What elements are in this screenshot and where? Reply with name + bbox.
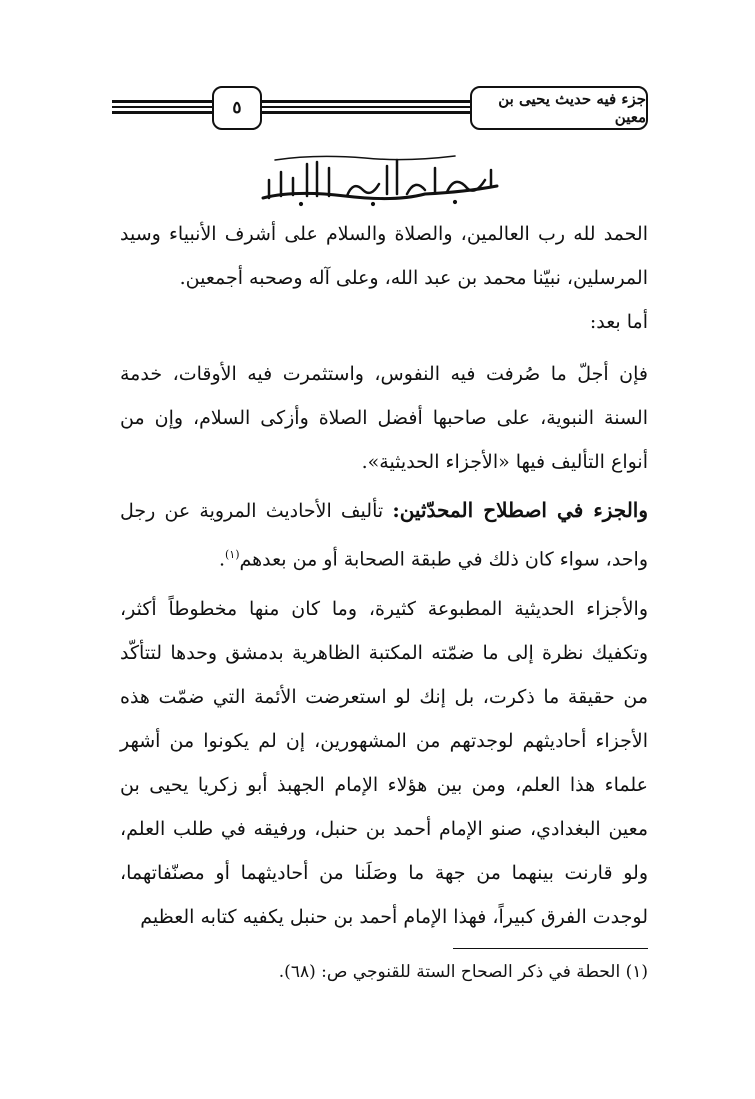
header-rule: [260, 111, 470, 114]
paragraph-intro: فإن أجلّ ما صُرفت فيه النفوس، واستثمرت فيه الأوقات، خدمة السنة النبوية، على صاحبها أفضل الصلاة وأزكى السلام، وإن من أنواع التأليف فيها «الأجزاء الحديثية».: [120, 363, 648, 473]
basmala-calligraphy: [255, 150, 505, 210]
running-header: [112, 84, 647, 132]
definition-end: .: [218, 548, 225, 571]
header-rule: [260, 100, 470, 103]
header-rule: [112, 106, 212, 108]
basmala-calligraphy-icon: [255, 150, 505, 210]
footnote-divider: [453, 948, 648, 949]
paragraph-definition: [120, 488, 648, 581]
paragraph-praise: الحمد لله رب العالمين، والصلاة والسلام على أشرف الأنبياء وسيد المرسلين، نبيّنا محمد بن عبد الله، وعلى آله وصحبه أجمعين.: [120, 223, 648, 289]
header-rule: [260, 106, 470, 108]
paragraph-amma-baad: أما بعد:: [589, 311, 648, 333]
header-rule: [112, 111, 212, 114]
page-number: ٥: [212, 86, 262, 130]
paragraph-juz-overview: والأجزاء الحديثية المطبوعة كثيرة، وما كان منها مخطوطاً أكثر، وتكفيك نظرة إلى ما ضمّته المكتبة الظاهرية بدمشق وحدها لتتأكّد من حقيقة ما ذكرت، بل إنك لو استعرضت الأئمة التي ضمّت هذه الأجزاء أحاديثهم لوجدتهم من المشهورين، إن لم يكونوا من أشهر علماء هذا العلم، ومن بين هؤلاء الإمام الجهبذ أبو زكريا يحيى بن معين البغدادي، صنو الإمام أحمد بن حنبل، ورفيقه في طلب العلم، ولو قارنت بينهما من جهة ما وصَلَنا من أحاديثهما أو مصنّفاتهما، لوجدت الفرق كبيراً، فهذا الإمام أحمد بن حنبل يكفيه كتابه العظيم: [120, 598, 648, 929]
footnote-marker: (١): [224, 548, 240, 561]
definition-text: تأليف الأحاديث المروية عن رجل واحد، سواء كان ذلك في طبقة الصحابة أو من بعدهم: [120, 500, 648, 571]
footnote: (١) الحطة في ذكر الصحاح الستة للقنوجي ص: (٦٨).: [278, 962, 648, 982]
header-rule: [112, 100, 212, 103]
definition-term: والجزء في اصطلاح المحدّثين:: [392, 498, 648, 522]
book-title: جزء فيه حديث يحيى بن معين: [470, 86, 648, 130]
main-text: [120, 212, 648, 939]
